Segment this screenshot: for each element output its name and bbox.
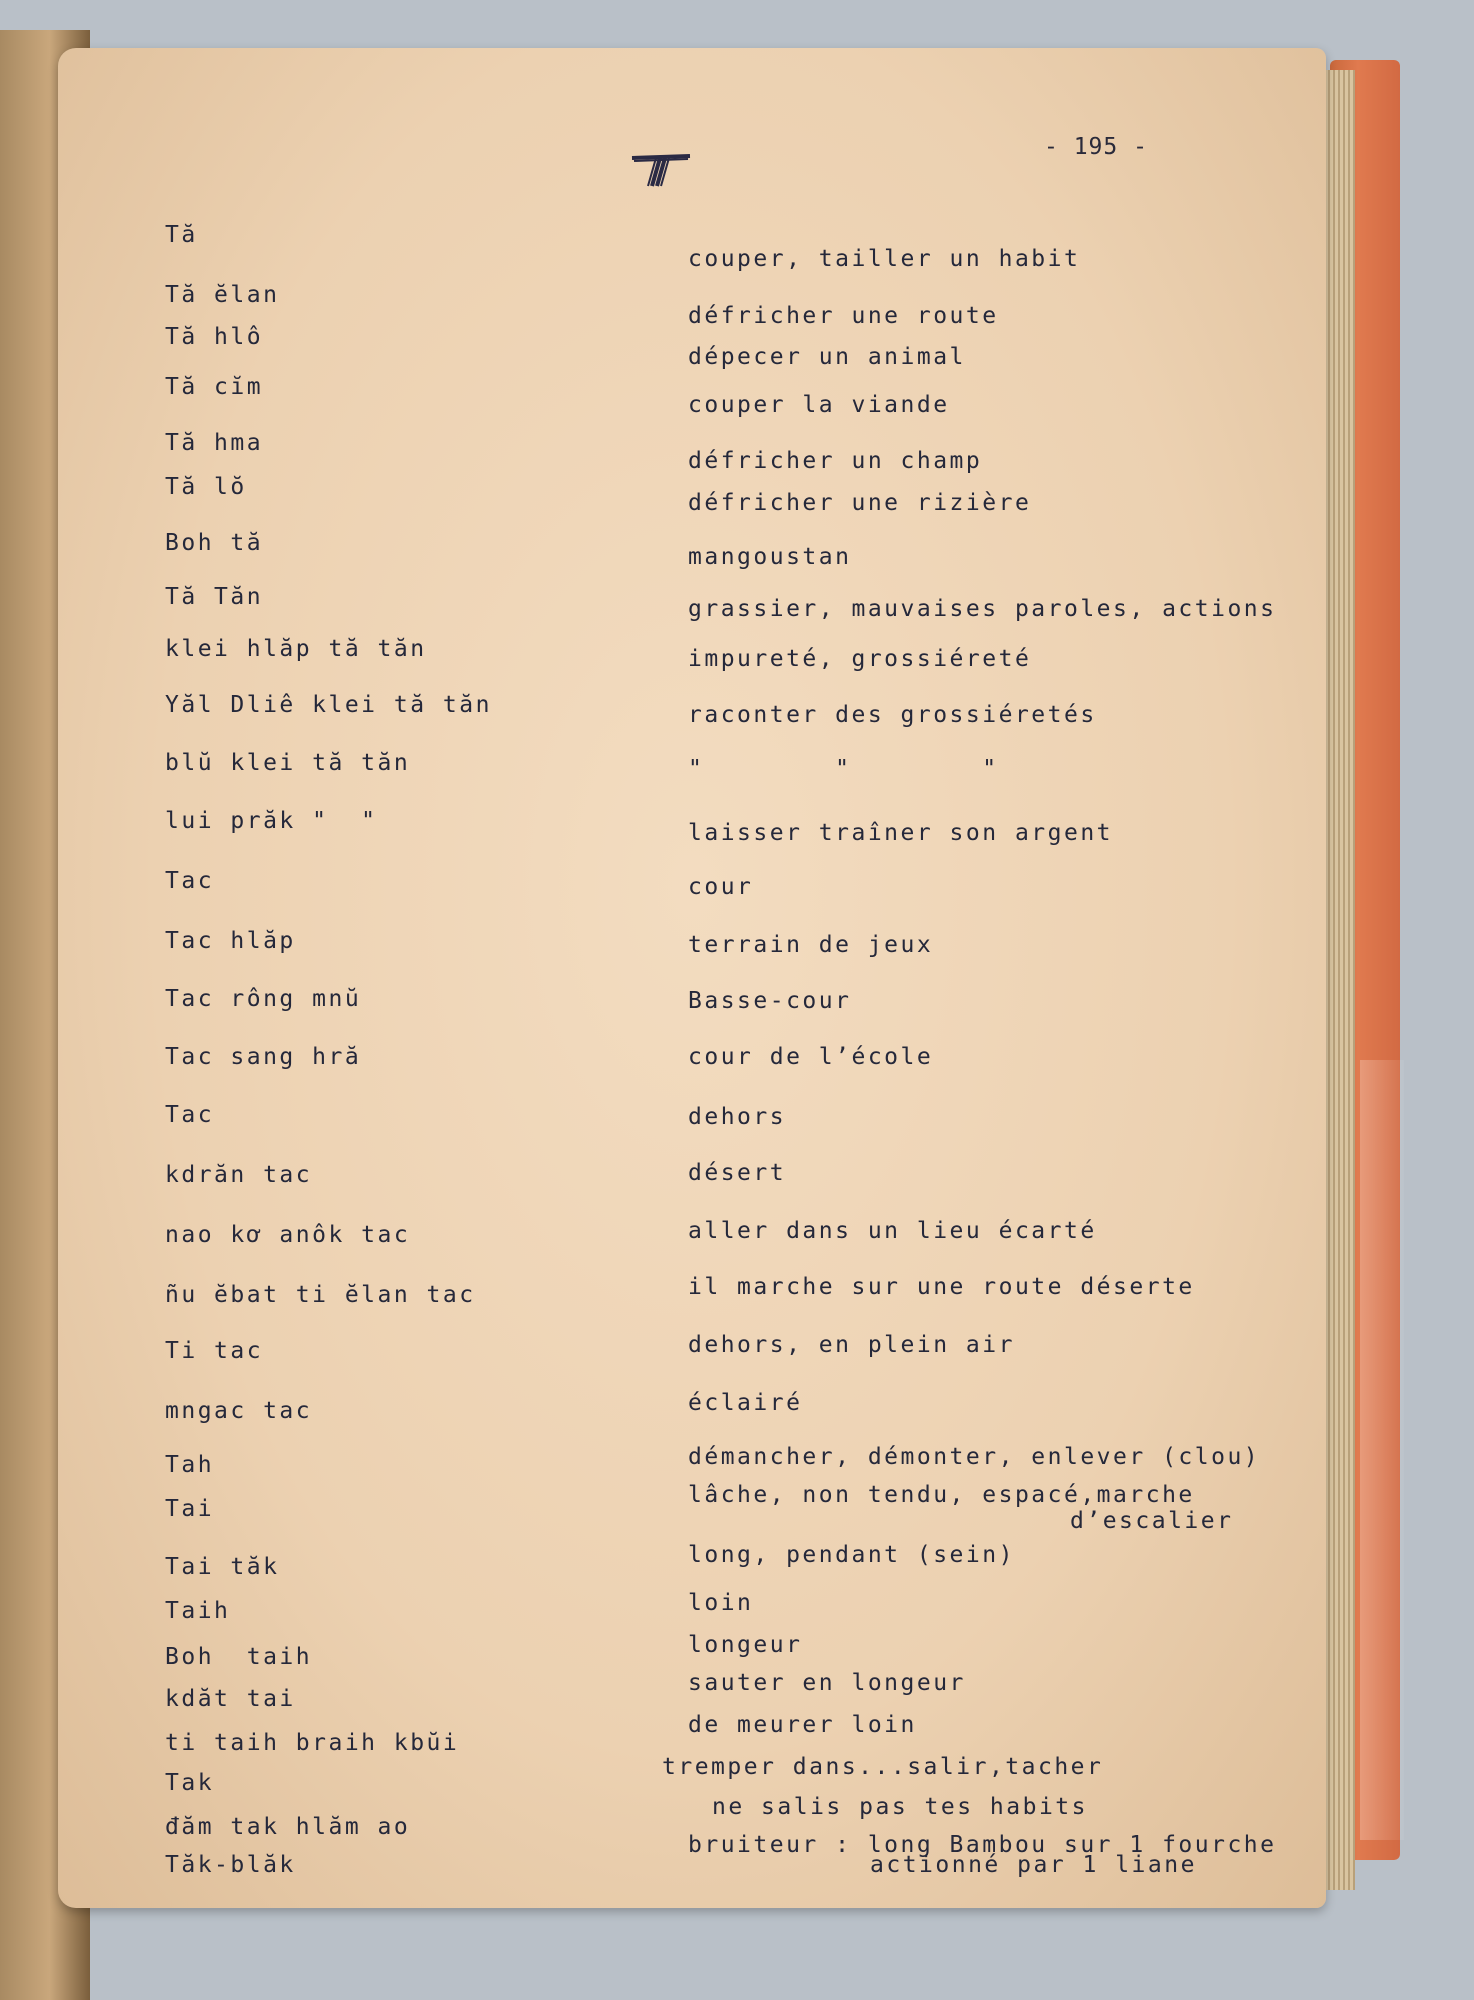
entry-term: Taih: [165, 1598, 231, 1624]
entry-term: Tai: [165, 1496, 215, 1522]
entry-definition: désert: [688, 1160, 787, 1186]
entry-definition: défricher un champ: [688, 448, 983, 474]
entry-definition: cour de l’école: [688, 1044, 934, 1070]
entry-definition: démancher, démonter, enlever (clou): [688, 1444, 1261, 1470]
entry-definition: longeur: [688, 1632, 803, 1658]
entry-definition: cour: [688, 874, 754, 900]
entry-definition: mangoustan: [688, 544, 852, 570]
entry-definition: laisser traîner son argent: [688, 820, 1114, 846]
entry-definition: " " ": [688, 756, 999, 782]
page-number: - 195 -: [1044, 134, 1148, 160]
entry-term: Boh tă: [165, 530, 264, 556]
entry-term: Tă ĕlan: [165, 282, 280, 308]
entry-definition: actionné par 1 liane: [870, 1852, 1197, 1878]
entry-definition: défricher une route: [688, 303, 999, 329]
entry-term: Tah: [165, 1452, 215, 1478]
entry-term: mngac tac: [165, 1398, 313, 1424]
entry-term: lui prăk " ": [165, 808, 378, 834]
entry-term: Tă: [165, 222, 198, 248]
entry-term: Tăk-blăk: [165, 1852, 296, 1878]
entry-term: nao kơ anôk tac: [165, 1222, 411, 1248]
entry-term: kdrăn tac: [165, 1162, 313, 1188]
entry-definition: d’escalier: [1070, 1508, 1234, 1534]
entry-definition: dépecer un animal: [688, 344, 966, 370]
entry-term: Yăl Dliê klei tă tăn: [165, 692, 492, 718]
entry-definition: ne salis pas tes habits: [712, 1794, 1088, 1820]
entry-term: kdăt tai: [165, 1686, 296, 1712]
entry-term: Tac: [165, 868, 215, 894]
entry-definition: éclairé: [688, 1390, 803, 1416]
entry-term: đăm tak hlăm ao: [165, 1814, 411, 1840]
entry-term: Ti tac: [165, 1338, 264, 1364]
entry-definition: grassier, mauvaises paroles, actions: [688, 596, 1277, 622]
entry-term: Tă hma: [165, 430, 264, 456]
plastic-cover-reflection: [1360, 1060, 1404, 1840]
entry-definition: il marche sur une route déserte: [688, 1274, 1195, 1300]
entry-definition: Basse-cour: [688, 988, 852, 1014]
entry-definition: terrain de jeux: [688, 932, 934, 958]
entry-term: klei hlăp tă tăn: [165, 636, 427, 662]
entry-term: Boh taih: [165, 1644, 313, 1670]
section-letter-T-mark: [630, 152, 692, 188]
entry-term: Tă cĭm: [165, 374, 264, 400]
entry-term: Tă lŏ: [165, 474, 247, 500]
entry-definition: lâche, non tendu, espacé,marche: [688, 1482, 1195, 1508]
entry-definition: de meurer loin: [688, 1712, 917, 1738]
entry-definition: sauter en longeur: [688, 1670, 966, 1696]
entry-term: Tă hlô: [165, 324, 264, 350]
entry-term: ñu ĕbat ti ĕlan tac: [165, 1282, 476, 1308]
entry-definition: dehors: [688, 1104, 787, 1130]
entry-definition: long, pendant (sein): [688, 1542, 1015, 1568]
entry-definition: impureté, grossiéreté: [688, 646, 1032, 672]
entry-term: Tac hlăp: [165, 928, 296, 954]
entry-term: ti taih braih kbŭi: [165, 1730, 460, 1756]
entry-term: Tai tăk: [165, 1554, 280, 1580]
entry-definition: défricher une rizière: [688, 490, 1032, 516]
entry-definition: couper la viande: [688, 392, 950, 418]
entry-definition: tremper dans...salir,tacher: [662, 1754, 1104, 1780]
entry-definition: bruiteur : long Bambou sur 1 fourche: [688, 1832, 1277, 1858]
entry-definition: dehors, en plein air: [688, 1332, 1015, 1358]
entry-definition: couper, tailler un habit: [688, 246, 1081, 272]
entry-term: Tă Tăn: [165, 584, 264, 610]
entry-term: Tac sang hră: [165, 1044, 362, 1070]
entry-definition: raconter des grossiéretés: [688, 702, 1097, 728]
entry-term: Tac: [165, 1102, 215, 1128]
entry-definition: loin: [688, 1590, 754, 1616]
entry-definition: aller dans un lieu écarté: [688, 1218, 1097, 1244]
entry-term: Tac rông mnŭ: [165, 986, 362, 1012]
entry-term: Tak: [165, 1770, 215, 1796]
entry-term: blŭ klei tă tăn: [165, 750, 411, 776]
